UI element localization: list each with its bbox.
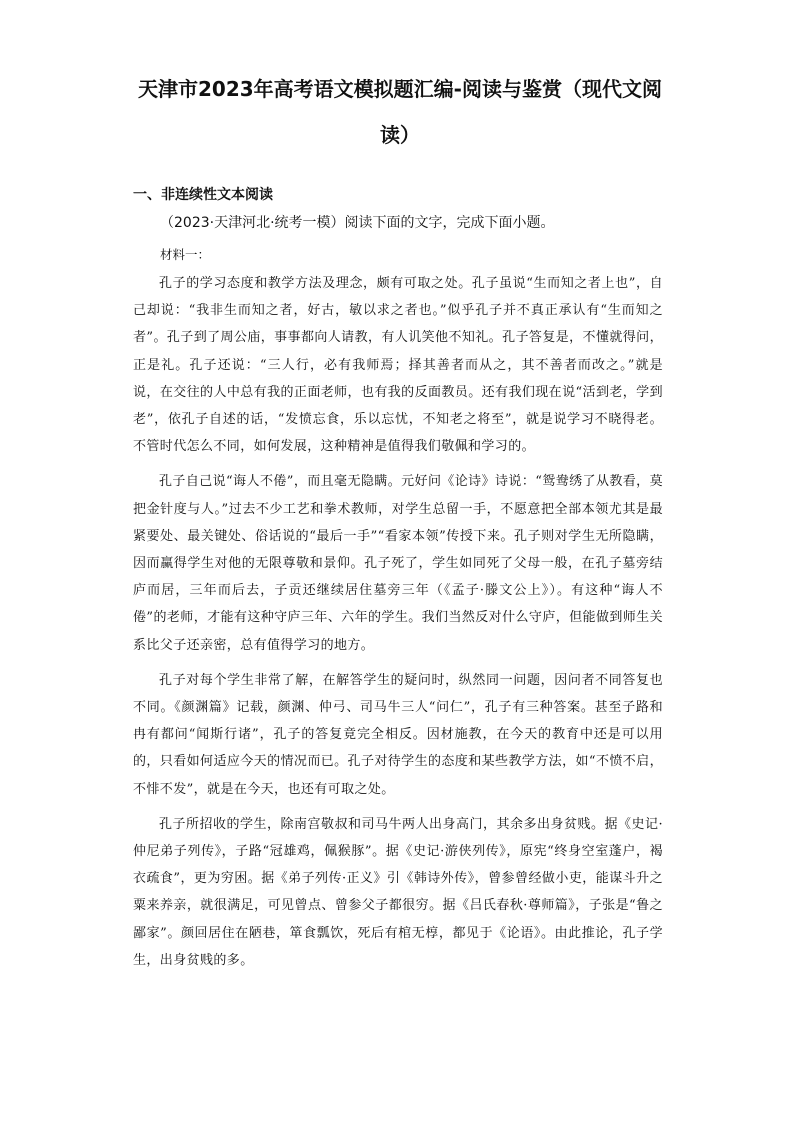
- document-title: 天津市2023年高考语文模拟题汇编-阅读与鉴赏（现代文阅读）: [138, 77, 662, 147]
- material-label: 材料一：: [160, 247, 211, 262]
- paragraph-1: 孔子的学习态度和教学方法及理念，颇有可取之处。孔子虽说“生而知之者上也”，自己却说：“我非生而知之者，好古，敏以求之者也。”似乎孔子并不真正承认有“生而知之者”。孔子到了周公庙，事事都向人请教，有人讥笑他不知礼。孔子答复是，不懂就得问，正是礼。孔子还说：“三人行，必有我师焉；择其善者而从之，其不善者而改之。”就是说，在交往的人中总有我的正面老师，也有我的反面教员。还有我们现在说“活到老，学到老”，依孔子自述的话，“发愤忘食，乐以忘忧，不知老之将至”，就是说学习不晓得老。不管时代怎么不同，如何发展，这种精神是值得我们敬佩和学习的。: [133, 276, 663, 455]
- paragraph-2: 孔子自己说“诲人不倦”，而且毫无隐瞒。元好问《论诗》诗说：“鸳鸯绣了从教看，莫把金针度与人。”过去不少工艺和拳术教师，对学生总留一手，不愿意把全部本领尤其是最紧要处、最关键处、俗话说的“最后一手”“看家本领”传授下来。孔子则对学生无所隐瞒，因而赢得学生对他的无限尊敬和景仰。孔子死了，学生如同死了父母一般，在孔子墓旁结庐而居，三年而后去，子贡还继续居住墓旁三年（《孟子·滕文公上》）。有这种“诲人不倦”的老师，才能有这种守庐三年、六年的学生。我们当然反对什么守庐，但能做到师生关系比父子还亲密，总有值得学习的地方。: [133, 474, 663, 653]
- section-heading: 一、非连续性文本阅读: [133, 187, 273, 203]
- paragraph-4: 孔子所招收的学生，除南宫敬叔和司马牛两人出身高门，其余多出身贫贱。据《史记·仲尼弟子列传》，子路“冠雄鸡，佩猴豚”。据《史记·游侠列传》，原宪“终身空室蓬户，褐衣疏食”，更为穷困。据《弟子列传·正义》引《韩诗外传》，曾参曾经做小吏，能谋斗升之粟来养亲，就很满足，可见曾点、曾参父子都很穷。据《吕氏春秋·尊师篇》，子张是“鲁之鄙家”。颜回居住在陋巷，箪食瓢饮，死后有棺无椁，都见于《论语》。由此推论，孔子学生，出身贫贱的多。: [133, 816, 663, 968]
- paragraph-3: 孔子对每个学生非常了解，在解答学生的疑问时，纵然同一问题，因问者不同答复也不同。《颜渊篇》记载，颜渊、仲弓、司马牛三人“问仁”，孔子有三种答案。甚至子路和冉有都问“闻斯行诸”，孔子的答复竟完全相反。因材施教，在今天的教育中还是可以用的，只看如何适应今天的情况而已。孔子对待学生的态度和某些教学方法，如“不愤不启，不悱不发”，就是在今天，也还有可取之处。: [133, 672, 663, 797]
- material-body: [133, 270, 663, 982]
- question-intro: （2023·天津河北·统考一模）阅读下面的文字，完成下面小题。: [160, 215, 555, 231]
